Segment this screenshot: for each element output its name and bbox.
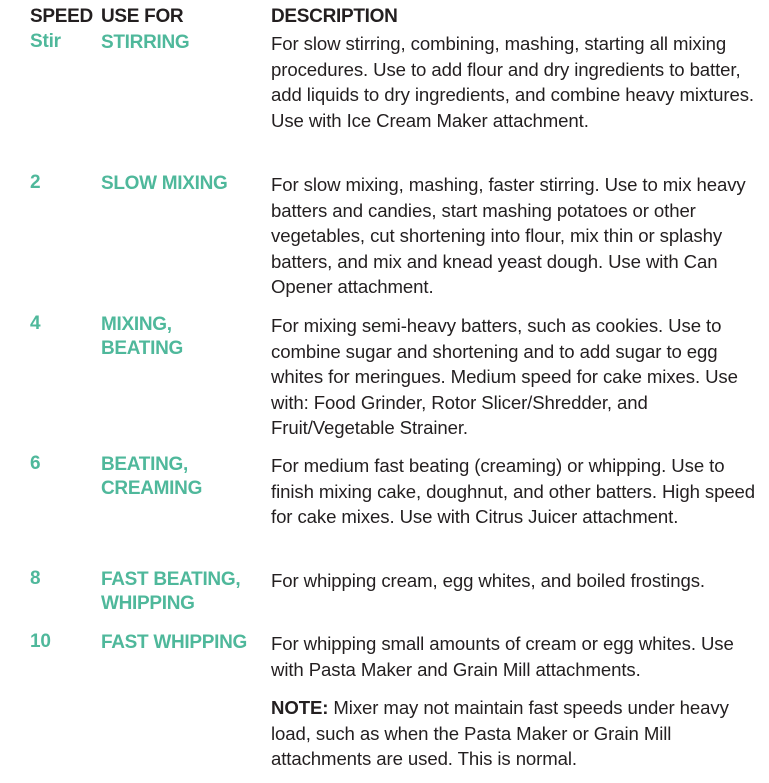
speed-value: 8	[30, 568, 41, 589]
speed-value: Stir	[30, 31, 61, 52]
use-for-label: MIXING, BEATING	[101, 314, 183, 359]
speed-description: For whipping cream, egg whites, and boiled frostings.	[271, 570, 705, 591]
use-for-label: BEATING, CREAMING	[101, 454, 203, 499]
speed-value: 4	[30, 313, 41, 334]
speed-description: For mixing semi-heavy batters, such as cookies. Use to combine sugar and shortening and to add sugar to egg whites for meringues. Medium speed for cake mixes. Use with: Food Grinder, Rotor Slicer/Shredder, and Fruit/Vegetable Strainer.	[271, 315, 738, 438]
speed-description: For medium fast beating (creaming) or whipping. Use to finish mixing cake, doughnut, and other batters. High speed for cake mixes. Use with Citrus Juicer attachment.	[271, 455, 756, 527]
use-for-label: SLOW MIXING	[101, 173, 228, 194]
speed-description: For slow stirring, combining, mashing, starting all mixing procedures. Use to add flour and dry ingredients to batter, add liquids to dry ingredients, and combine heavy mixtures. Use with Ice Cream Maker attachment.	[271, 33, 754, 131]
use-for-label: FAST WHIPPING	[101, 632, 247, 653]
speed-description: For whipping small amounts of cream or egg whites. Use with Pasta Maker and Grain Mill attachments.	[271, 633, 734, 680]
description-column-header: DESCRIPTION	[271, 6, 398, 27]
use-for-label: STIRRING	[101, 32, 190, 53]
use-for-label: FAST BEATING, WHIPPING	[101, 569, 241, 614]
speed-value: 2	[30, 172, 41, 193]
note-label: NOTE:	[271, 697, 329, 718]
note-text: Mixer may not maintain fast speeds under heavy load, such as when the Pasta Maker or Grain Mill attachments are used. This is normal.	[271, 697, 729, 769]
speed-description: For slow mixing, mashing, faster stirring. Use to mix heavy batters and candies, start mashing potatoes or other vegetables, cut shortening into flour, mix thin or splashy batters, and mix and knead yeast dough. Use with Can Opener attachment.	[271, 174, 746, 297]
use-for-column-header: USE FOR	[101, 6, 184, 27]
speed-column-header: SPEED	[30, 6, 93, 27]
speed-value: 10	[30, 631, 51, 652]
speed-value: 6	[30, 453, 41, 474]
note-paragraph	[271, 695, 763, 772]
